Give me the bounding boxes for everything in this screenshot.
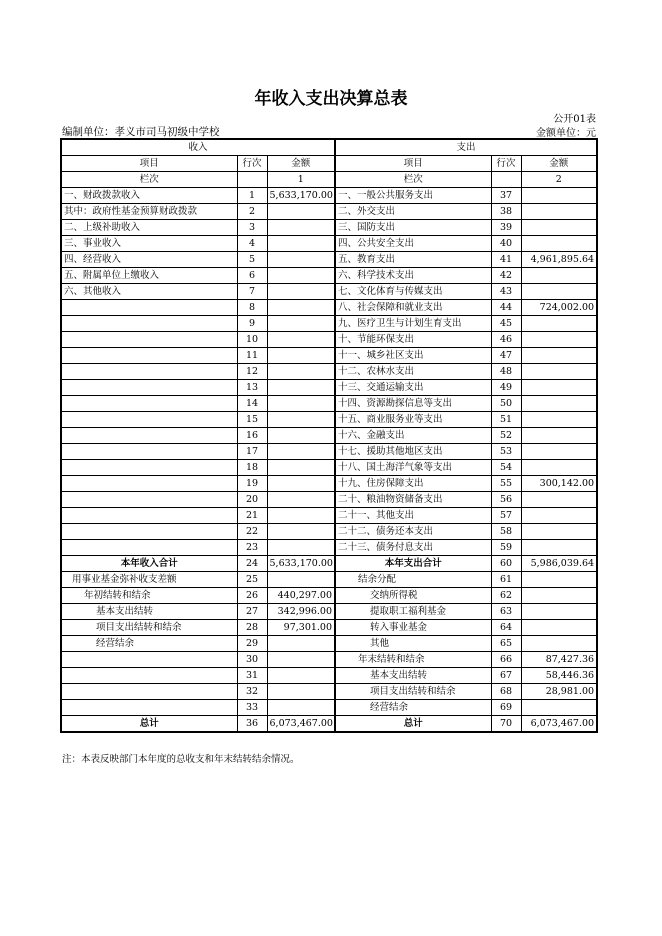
expense-item-cell: 十三、交通运输支出 xyxy=(335,380,491,396)
expense-item-cell: 其他 xyxy=(335,636,491,652)
income-amount-cell xyxy=(267,268,335,284)
income-line-cell: 1 xyxy=(237,188,267,204)
expense-line-cell: 69 xyxy=(491,700,521,716)
expense-line-cell: 43 xyxy=(491,284,521,300)
table-row xyxy=(61,412,597,428)
table-row xyxy=(61,364,597,380)
expense-item-cell: 十八、国土海洋气象等支出 xyxy=(335,460,491,476)
income-line-cell: 32 xyxy=(237,684,267,700)
table-row xyxy=(61,252,597,268)
expense-item-cell: 基本支出结转 xyxy=(335,668,491,684)
expense-line-cell: 48 xyxy=(491,364,521,380)
table-row xyxy=(61,508,597,524)
expense-item-cell: 九、医疗卫生与计划生育支出 xyxy=(335,316,491,332)
income-line-cell: 3 xyxy=(237,220,267,236)
expense-line-cell: 37 xyxy=(491,188,521,204)
income-line-cell: 6 xyxy=(237,268,267,284)
table-row xyxy=(61,716,597,733)
expense-amount-cell xyxy=(521,540,597,556)
expense-amount-cell: 87,427.36 xyxy=(521,652,597,668)
report-title: 年收入支出决算总表 xyxy=(254,89,408,109)
income-amount-cell xyxy=(267,220,335,236)
expense-item-cell: 六、科学技术支出 xyxy=(335,268,491,284)
income-item-cell: 用事业基金弥补收支差额 xyxy=(61,572,237,588)
expense-line-header: 行次 xyxy=(491,156,521,172)
expense-line-cell: 41 xyxy=(491,252,521,268)
income-line-cell: 19 xyxy=(237,476,267,492)
table-row xyxy=(61,332,597,348)
expense-line-cell: 63 xyxy=(491,604,521,620)
income-amount-cell xyxy=(267,428,335,444)
income-item-cell: 一、财政拨款收入 xyxy=(61,188,237,204)
expense-amount-cell xyxy=(521,236,597,252)
income-line-cell: 4 xyxy=(237,236,267,252)
expense-amount-header: 金额 xyxy=(521,156,597,172)
expense-amount-cell xyxy=(521,460,597,476)
income-line-cell: 22 xyxy=(237,524,267,540)
form-code: 公开01表 xyxy=(553,114,596,125)
expense-line-cell: 49 xyxy=(491,380,521,396)
expense-amount-cell: 58,446.36 xyxy=(521,668,597,684)
income-line-cell: 2 xyxy=(237,204,267,220)
income-item-cell xyxy=(61,700,237,716)
income-item-cell: 基本支出结转 xyxy=(61,604,237,620)
expense-item-cell: 十九、住房保障支出 xyxy=(335,476,491,492)
income-item-cell: 总计 xyxy=(61,716,237,733)
expense-line-cell: 70 xyxy=(491,716,521,733)
income-line-cell: 8 xyxy=(237,300,267,316)
income-item-cell xyxy=(61,380,237,396)
income-line-cell: 11 xyxy=(237,348,267,364)
expense-line-cell: 62 xyxy=(491,588,521,604)
income-item-cell: 五、附属单位上缴收入 xyxy=(61,268,237,284)
column-header-row xyxy=(61,156,597,172)
expense-column-number: 2 xyxy=(521,172,597,188)
income-amount-cell xyxy=(267,348,335,364)
income-line-cell: 31 xyxy=(237,668,267,684)
table-row xyxy=(61,220,597,236)
income-line-cell: 30 xyxy=(237,652,267,668)
expense-line-cell: 65 xyxy=(491,636,521,652)
income-amount-cell xyxy=(267,204,335,220)
income-line-cell: 24 xyxy=(237,556,267,572)
income-item-cell: 项目支出结转和结余 xyxy=(61,620,237,636)
table-row xyxy=(61,268,597,284)
expense-line-cell: 66 xyxy=(491,652,521,668)
table-row xyxy=(61,428,597,444)
income-line-cell: 20 xyxy=(237,492,267,508)
expense-item-cell: 十四、资源勘探信息等支出 xyxy=(335,396,491,412)
expense-item-cell: 二十三、债务付息支出 xyxy=(335,540,491,556)
income-amount-cell: 5,633,170.00 xyxy=(267,188,335,204)
table-row xyxy=(61,604,597,620)
table-row xyxy=(61,476,597,492)
income-item-cell: 其中：政府性基金预算财政拨款 xyxy=(61,204,237,220)
expense-amount-cell xyxy=(521,636,597,652)
expense-amount-cell xyxy=(521,268,597,284)
expense-item-cell: 十六、金融支出 xyxy=(335,428,491,444)
income-amount-cell xyxy=(267,476,335,492)
table-row xyxy=(61,668,597,684)
expense-line-cell: 52 xyxy=(491,428,521,444)
expense-line-cell: 68 xyxy=(491,684,521,700)
table-row xyxy=(61,556,597,572)
income-amount-cell xyxy=(267,700,335,716)
income-line-cell: 9 xyxy=(237,316,267,332)
expense-line-cell: 58 xyxy=(491,524,521,540)
expense-amount-cell xyxy=(521,700,597,716)
expense-item-cell: 本年支出合计 xyxy=(335,556,491,572)
table-row xyxy=(61,524,597,540)
income-line-cell: 28 xyxy=(237,620,267,636)
expense-item-cell: 四、公共安全支出 xyxy=(335,236,491,252)
income-line-cell: 14 xyxy=(237,396,267,412)
expense-amount-cell xyxy=(521,428,597,444)
income-line-cell: 29 xyxy=(237,636,267,652)
reporting-unit: 编制单位：孝义市司马初级中学校 xyxy=(62,126,220,138)
income-line-cell: 27 xyxy=(237,604,267,620)
income-line-cell: 10 xyxy=(237,332,267,348)
expense-amount-cell xyxy=(521,492,597,508)
expense-line-cell: 42 xyxy=(491,268,521,284)
income-line-cell: 7 xyxy=(237,284,267,300)
income-amount-cell xyxy=(267,444,335,460)
income-amount-cell xyxy=(267,364,335,380)
income-item-cell xyxy=(61,300,237,316)
income-column-label: 栏次 xyxy=(61,172,237,188)
income-item-cell: 二、上级补助收入 xyxy=(61,220,237,236)
expense-amount-cell xyxy=(521,348,597,364)
section-header-row xyxy=(61,139,597,156)
expense-amount-cell xyxy=(521,444,597,460)
footnote: 注：本表反映部门本年度的总收支和年末结转结余情况。 xyxy=(62,754,300,765)
expense-line-cell: 38 xyxy=(491,204,521,220)
income-item-cell xyxy=(61,332,237,348)
table-row xyxy=(61,300,597,316)
income-amount-cell xyxy=(267,460,335,476)
expense-item-cell: 十一、城乡社区支出 xyxy=(335,348,491,364)
table-row xyxy=(61,380,597,396)
expense-item-cell: 十五、商业服务业等支出 xyxy=(335,412,491,428)
expense-amount-cell xyxy=(521,316,597,332)
expense-item-cell: 经营结余 xyxy=(335,700,491,716)
expense-amount-cell: 300,142.00 xyxy=(521,476,597,492)
expense-line-cell: 54 xyxy=(491,460,521,476)
expense-item-cell: 十二、农林水支出 xyxy=(335,364,491,380)
expense-item-cell: 二十、粮油物资储备支出 xyxy=(335,492,491,508)
expense-amount-cell xyxy=(521,604,597,620)
expense-amount-cell xyxy=(521,524,597,540)
expense-item-cell: 二十一、其他支出 xyxy=(335,508,491,524)
income-line-cell: 36 xyxy=(237,716,267,733)
income-amount-cell xyxy=(267,524,335,540)
income-amount-cell xyxy=(267,540,335,556)
expense-item-cell: 年末结转和结余 xyxy=(335,652,491,668)
expense-line-cell: 40 xyxy=(491,236,521,252)
expense-amount-cell: 28,981.00 xyxy=(521,684,597,700)
expense-amount-cell: 6,073,467.00 xyxy=(521,716,597,733)
income-line-cell: 15 xyxy=(237,412,267,428)
expense-item-cell: 二十二、债务还本支出 xyxy=(335,524,491,540)
income-item-cell xyxy=(61,540,237,556)
table-row xyxy=(61,572,597,588)
income-item-cell xyxy=(61,444,237,460)
income-amount-cell xyxy=(267,316,335,332)
expense-item-cell: 七、文化体育与传媒支出 xyxy=(335,284,491,300)
table-row xyxy=(61,540,597,556)
income-item-cell: 经营结余 xyxy=(61,636,237,652)
expense-item-cell: 结余分配 xyxy=(335,572,491,588)
expense-item-cell: 提取职工福利基金 xyxy=(335,604,491,620)
expense-amount-cell: 724,002.00 xyxy=(521,300,597,316)
income-line-cell: 12 xyxy=(237,364,267,380)
expense-section-header: 支出 xyxy=(335,139,597,156)
income-line-cell: 23 xyxy=(237,540,267,556)
income-section-header: 收入 xyxy=(61,139,335,156)
table-row xyxy=(61,396,597,412)
income-item-cell xyxy=(61,684,237,700)
income-amount-cell xyxy=(267,396,335,412)
expense-line-cell: 50 xyxy=(491,396,521,412)
income-amount-cell xyxy=(267,236,335,252)
expense-amount-cell xyxy=(521,508,597,524)
income-line-cell: 21 xyxy=(237,508,267,524)
expense-line-cell: 39 xyxy=(491,220,521,236)
expense-amount-cell xyxy=(521,220,597,236)
income-amount-cell: 6,073,467.00 xyxy=(267,716,335,733)
table-row xyxy=(61,652,597,668)
table-row xyxy=(61,460,597,476)
expense-amount-cell xyxy=(521,620,597,636)
table-row xyxy=(61,284,597,300)
income-amount-cell xyxy=(267,636,335,652)
expense-amount-cell: 4,961,895.64 xyxy=(521,252,597,268)
income-amount-cell xyxy=(267,684,335,700)
income-item-cell: 六、其他收入 xyxy=(61,284,237,300)
table-row xyxy=(61,636,597,652)
income-item-cell xyxy=(61,412,237,428)
income-item-cell xyxy=(61,396,237,412)
expense-item-cell: 项目支出结转和结余 xyxy=(335,684,491,700)
expense-item-cell: 二、外交支出 xyxy=(335,204,491,220)
table-row xyxy=(61,492,597,508)
income-item-cell xyxy=(61,428,237,444)
income-amount-cell: 342,996.00 xyxy=(267,604,335,620)
income-amount-cell xyxy=(267,492,335,508)
table-row xyxy=(61,316,597,332)
expense-column-label: 栏次 xyxy=(335,172,491,188)
expense-item-cell: 五、教育支出 xyxy=(335,252,491,268)
table-row xyxy=(61,348,597,364)
expense-line-cell: 44 xyxy=(491,300,521,316)
income-amount-cell xyxy=(267,508,335,524)
income-line-cell: 5 xyxy=(237,252,267,268)
income-line-cell: 25 xyxy=(237,572,267,588)
table-row xyxy=(61,684,597,700)
income-item-cell xyxy=(61,364,237,380)
amount-unit: 金额单位：元 xyxy=(536,128,596,139)
income-amount-cell xyxy=(267,380,335,396)
expense-item-cell: 三、国防支出 xyxy=(335,220,491,236)
expense-line-cell: 64 xyxy=(491,620,521,636)
income-amount-cell xyxy=(267,652,335,668)
income-amount-cell xyxy=(267,252,335,268)
expense-amount-cell xyxy=(521,588,597,604)
income-item-cell xyxy=(61,348,237,364)
expense-line-cell: 61 xyxy=(491,572,521,588)
income-amount-cell: 440,297.00 xyxy=(267,588,335,604)
income-line-cell: 18 xyxy=(237,460,267,476)
income-item-cell xyxy=(61,524,237,540)
expense-item-cell: 一、一般公共服务支出 xyxy=(335,188,491,204)
expense-line-blank xyxy=(491,172,521,188)
table-row xyxy=(61,204,597,220)
expense-item-cell: 总计 xyxy=(335,716,491,733)
table-row xyxy=(61,588,597,604)
expense-line-cell: 47 xyxy=(491,348,521,364)
income-item-cell xyxy=(61,316,237,332)
income-amount-cell xyxy=(267,332,335,348)
expense-line-cell: 55 xyxy=(491,476,521,492)
expense-line-cell: 51 xyxy=(491,412,521,428)
expense-line-cell: 53 xyxy=(491,444,521,460)
expense-amount-cell: 5,986,039.64 xyxy=(521,556,597,572)
income-line-cell: 26 xyxy=(237,588,267,604)
income-item-cell xyxy=(61,668,237,684)
expense-line-cell: 60 xyxy=(491,556,521,572)
expense-amount-cell xyxy=(521,332,597,348)
income-item-cell: 四、经营收入 xyxy=(61,252,237,268)
expense-line-cell: 57 xyxy=(491,508,521,524)
expense-item-cell: 十七、援助其他地区支出 xyxy=(335,444,491,460)
expense-line-cell: 56 xyxy=(491,492,521,508)
expense-amount-cell xyxy=(521,396,597,412)
income-item-cell: 三、事业收入 xyxy=(61,236,237,252)
income-amount-cell xyxy=(267,668,335,684)
expense-item-cell: 转入事业基金 xyxy=(335,620,491,636)
expense-item-header: 项目 xyxy=(335,156,491,172)
income-item-cell xyxy=(61,476,237,492)
expense-line-cell: 46 xyxy=(491,332,521,348)
income-line-header: 行次 xyxy=(237,156,267,172)
table-row xyxy=(61,188,597,204)
expense-item-cell: 交纳所得税 xyxy=(335,588,491,604)
expense-line-cell: 45 xyxy=(491,316,521,332)
expense-amount-cell xyxy=(521,412,597,428)
table-row xyxy=(61,236,597,252)
income-line-cell: 13 xyxy=(237,380,267,396)
income-expense-table xyxy=(60,138,598,733)
income-amount-header: 金额 xyxy=(267,156,335,172)
expense-line-cell: 59 xyxy=(491,540,521,556)
table-row xyxy=(61,620,597,636)
expense-amount-cell xyxy=(521,204,597,220)
table-row xyxy=(61,700,597,716)
income-item-cell xyxy=(61,508,237,524)
expense-amount-cell xyxy=(521,572,597,588)
table-row xyxy=(61,444,597,460)
income-item-cell xyxy=(61,652,237,668)
income-item-cell: 年初结转和结余 xyxy=(61,588,237,604)
income-amount-cell xyxy=(267,284,335,300)
income-item-cell xyxy=(61,460,237,476)
income-line-blank xyxy=(237,172,267,188)
income-line-cell: 33 xyxy=(237,700,267,716)
income-column-number: 1 xyxy=(267,172,335,188)
expense-item-cell: 十、节能环保支出 xyxy=(335,332,491,348)
expense-line-cell: 67 xyxy=(491,668,521,684)
column-number-row xyxy=(61,172,597,188)
income-amount-cell: 5,633,170.00 xyxy=(267,556,335,572)
expense-amount-cell xyxy=(521,284,597,300)
income-item-cell xyxy=(61,492,237,508)
income-item-cell: 本年收入合计 xyxy=(61,556,237,572)
income-amount-cell xyxy=(267,572,335,588)
income-amount-cell xyxy=(267,300,335,316)
expense-item-cell: 八、社会保障和就业支出 xyxy=(335,300,491,316)
income-amount-cell: 97,301.00 xyxy=(267,620,335,636)
expense-amount-cell xyxy=(521,364,597,380)
income-line-cell: 17 xyxy=(237,444,267,460)
income-item-header: 项目 xyxy=(61,156,237,172)
expense-amount-cell xyxy=(521,188,597,204)
income-line-cell: 16 xyxy=(237,428,267,444)
expense-amount-cell xyxy=(521,380,597,396)
income-amount-cell xyxy=(267,412,335,428)
